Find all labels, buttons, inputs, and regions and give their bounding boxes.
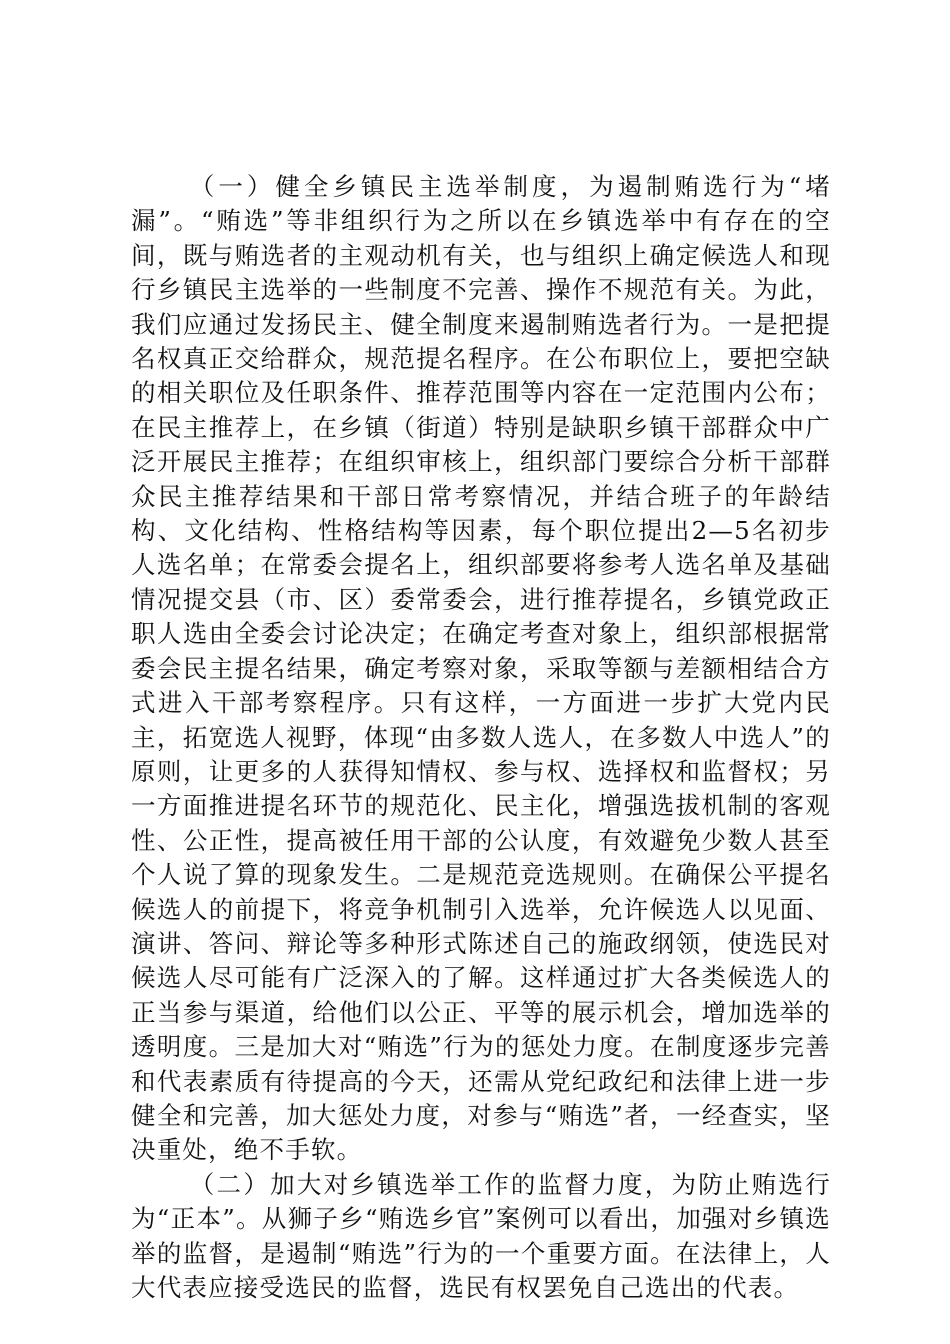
paragraph-2: （二）加大对乡镇选举工作的监督力度，为防止贿选行为“正本”。从狮子乡“贿选乡官”案例可以看出，加强对乡镇选举的监督，是遏制“贿选”行为的一个重要方面。在法律上，人大代表应接受选民的监督，选民有权罢免自己选出的代表。	[131, 1169, 831, 1302]
document-body	[131, 170, 831, 1305]
paragraph-1: （一）健全乡镇民主选举制度，为遏制贿选行为“堵漏”。“贿选”等非组织行为之所以在乡镇选举中有存在的空间，既与贿选者的主观动机有关，也与组织上确定候选人和现行乡镇民主选举的一些制度不完善、操作不规范有关。为此，我们应通过发扬民主、健全制度来遏制贿选者行为。一是把提名权真正交给群众，规范提名程序。在公布职位上，要把空缺的相关职位及任职条件、推荐范围等内容在一定范围内公布；在民主推荐上，在乡镇（街道）特别是缺职乡镇干部群众中广泛开展民主推荐；在组织审核上，组织部门要综合分析干部群众民主推荐结果和干部日常考察情况，并结合班子的年龄结构、文化结构、性格结构等因素，每个职位提出2—5名初步人选名单；在常委会提名上，组织部要将参考人选名单及基础情况提交县（市、区）委常委会，进行推荐提名，乡镇党政正职人选由全委会讨论决定；在确定考查对象上，组织部根据常委会民主提名结果，确定考察对象，采取等额与差额相结合方式进入干部考察程序。只有这样，一方面进一步扩大党内民主，拓宽选人视野，体现“由多数人选人，在多数人中选人”的原则，让更多的人获得知情权、参与权、选择权和监督权；另一方面推进提名环节的规范化、民主化，增强选拔机制的客观性、公正性，提高被任用干部的公认度，有效避免少数人甚至个人说了算的现象发生。二是规范竞选规则。在确保公平提名候选人的前提下，将竞争机制引入选举，允许候选人以见面、演讲、答问、辩论等多种形式陈述自己的施政纲领，使选民对候选人尽可能有广泛深入的了解。这样通过扩大各类候选人的正当参与渠道，给他们以公正、平等的展示机会，增加选举的透明度。三是加大对“贿选”行为的惩处力度。在制度逐步完善和代表素质有待提高的今天，还需从党纪政纪和法律上进一步健全和完善，加大惩处力度，对参与“贿选”者，一经查实，坚决重处，绝不手软。	[131, 172, 831, 1165]
